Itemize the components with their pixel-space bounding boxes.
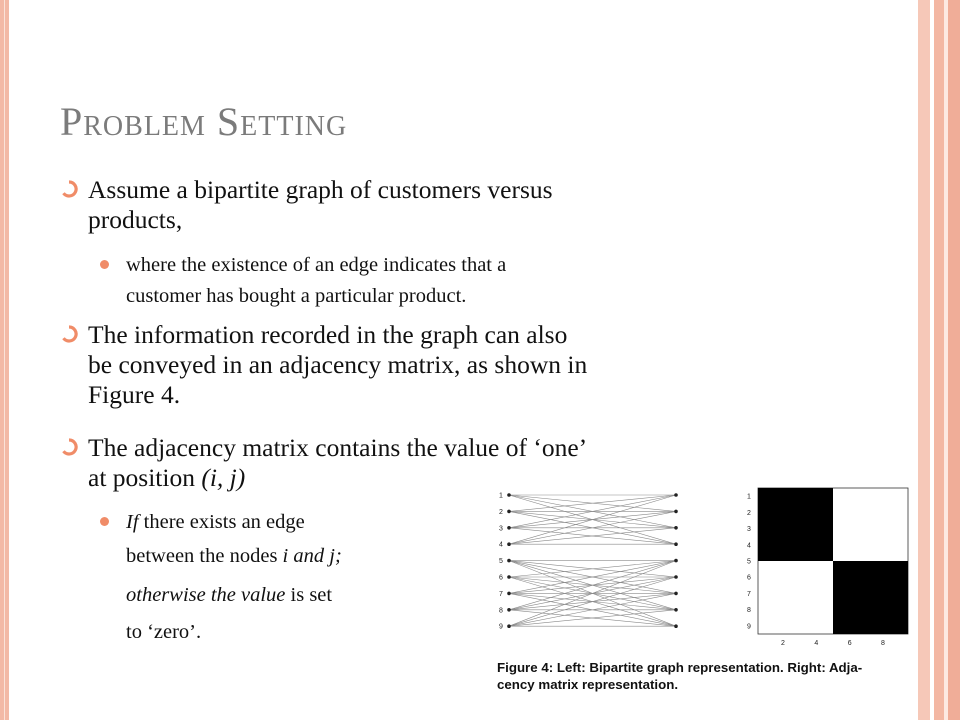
text-fragment: at position [88,463,202,492]
sub-bullet-line: customer has bought a particular product. [126,285,467,307]
matrix-row-label: 5 [747,558,751,566]
right-node [674,510,678,514]
text-fragment: If [126,511,139,533]
right-border-stripe [934,0,944,720]
bullet-line: Figure 4. [88,380,181,409]
matrix-block-top-left [758,488,833,561]
slide-title: Problem Setting [60,99,348,144]
node-label: 4 [499,541,503,549]
matrix-row-label: 1 [747,493,751,501]
right-border-stripe [918,0,930,720]
matrix-row-label: 4 [747,542,751,550]
left-node [507,493,511,497]
left-node [507,624,511,628]
text-fragment: is set [285,584,333,606]
left-node [507,592,511,596]
right-node [674,575,678,579]
node-label: 6 [499,574,503,582]
sub-bullet-dot-icon [100,260,109,269]
matrix-row-label: 6 [747,574,751,582]
left-node [507,575,511,579]
position-notation: (i, j) [201,463,246,492]
caption-line: Figure 4: Left: Bipartite graph representation. Right: Adja- [497,660,863,675]
right-node [674,493,678,497]
sub-bullet-line [126,580,332,610]
right-node [674,592,678,596]
right-node [674,608,678,612]
left-node [507,510,511,514]
bullet-line: Assume a bipartite graph of customers versus [88,175,553,204]
bullet-ring-icon [60,325,78,343]
matrix-col-label: 6 [847,640,852,647]
node-label: 1 [499,492,503,500]
bullet-ring-icon [60,180,78,198]
matrix-row-label: 9 [747,623,751,631]
node-label: 3 [499,525,503,533]
matrix-col-label: 8 [881,640,885,647]
right-node [674,559,678,563]
bullet-ring-icon [60,438,78,456]
matrix-col-label: 4 [814,640,819,647]
left-node [507,559,511,563]
matrix-col-label: 2 [781,640,785,647]
matrix-row-label: 7 [747,590,751,598]
node-label: 9 [499,623,503,631]
left-node [507,542,511,546]
sub-bullet-line [126,541,342,571]
text-fragment: there exists an edge [138,511,305,533]
right-node [674,542,678,546]
bullet-line: The information recorded in the graph can also [88,320,568,349]
sub-bullet-line: where the existence of an edge indicates that a [126,254,507,276]
matrix-row-label: 2 [747,509,751,517]
left-border-decoration [0,0,9,720]
right-node [674,624,678,628]
bullet-line: products, [88,205,183,234]
node-label: 8 [499,607,503,615]
figure-caption [497,659,927,693]
matrix-row-label: 3 [747,526,751,534]
bullet-adjacency-matrix [60,320,820,410]
caption-line: cency matrix representation. [497,677,679,692]
right-node [674,526,678,530]
node-label: 2 [499,508,503,516]
adjacency-matrix [747,488,908,647]
bullet-bipartite-graph [60,175,820,235]
bullet-line: The adjacency matrix contains the value of ‘one’ [88,433,588,462]
sub-bullet-dot-icon [100,517,109,526]
node-label: 7 [499,590,503,598]
bipartite-graph [499,493,678,631]
left-node [507,526,511,530]
sub-bullet-edge-condition [100,507,460,538]
sub-bullet-edge-meaning [100,250,800,312]
matrix-block-bottom-right [833,561,908,634]
node-label: 5 [499,558,503,566]
left-node [507,608,511,612]
right-border-stripe [948,0,960,720]
figure-4 [490,482,910,652]
text-fragment: between the nodes [126,545,283,567]
bullet-line: be conveyed in an adjacency matrix, as shown in [88,350,588,379]
text-fragment: i and j; [282,545,342,567]
text-fragment: otherwise the value [126,584,286,606]
sub-bullet-line: to ‘zero’. [126,621,202,643]
matrix-row-label: 8 [747,607,751,615]
